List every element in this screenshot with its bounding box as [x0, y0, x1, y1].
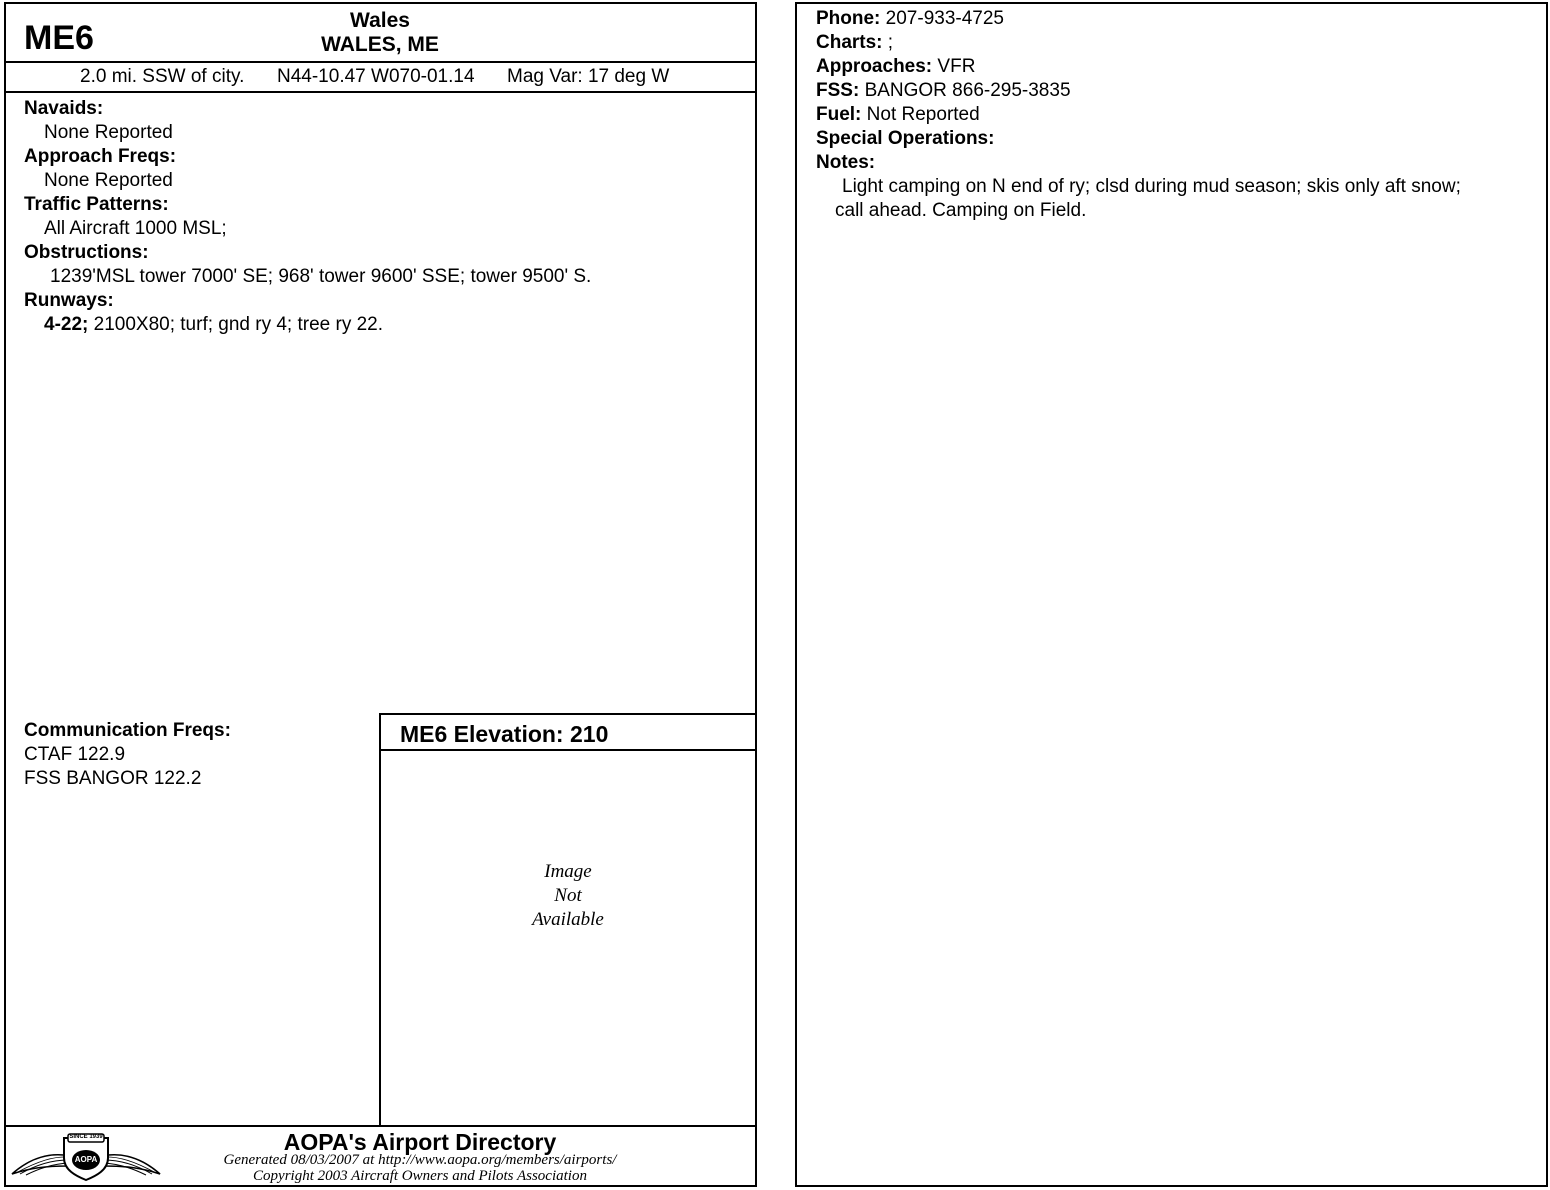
image-placeholder-line: Not [554, 885, 582, 906]
footer-copyright: Copyright 2003 Aircraft Owners and Pilots Association [253, 1168, 587, 1184]
phone-value: 207-933-4725 [885, 8, 1004, 29]
fss-row [816, 79, 1071, 103]
obstructions-value: 1239'MSL tower 7000' SE; 968' tower 9600' SSE; tower 9500' S. [50, 266, 592, 287]
navaids-value: None Reported [44, 122, 173, 143]
divider [379, 713, 381, 1125]
divider [379, 749, 757, 751]
charts-row [816, 31, 893, 55]
airport-id: ME6 [24, 19, 94, 57]
location-text: 2.0 mi. SSW of city. [80, 66, 245, 87]
coordinates: N44-10.47 W070-01.14 [277, 66, 475, 87]
fuel-row [816, 103, 980, 127]
approaches-value: VFR [937, 56, 976, 77]
divider [4, 91, 757, 93]
approach-freqs-value: None Reported [44, 170, 173, 191]
obstructions-label: Obstructions: [24, 242, 149, 263]
divider [4, 1125, 757, 1127]
traffic-patterns-label: Traffic Patterns: [24, 194, 169, 215]
notes-line: call ahead. Camping on Field. [835, 200, 1087, 221]
comm-freq-item: FSS BANGOR 122.2 [24, 768, 202, 789]
runway-entry [44, 313, 383, 337]
notes-line: Light camping on N end of ry; clsd during mud season; skis only aft snow; [842, 176, 1461, 197]
fuel-value: Not Reported [866, 104, 980, 125]
runway-id: 4-22; [44, 314, 89, 335]
footer-title: AOPA's Airport Directory [283, 1129, 557, 1155]
mag-var: Mag Var: 17 deg W [507, 66, 670, 87]
runway-description: 2100X80; turf; gnd ry 4; tree ry 22. [93, 314, 384, 335]
phone-label: Phone: [816, 8, 881, 29]
image-placeholder-line: Available [532, 909, 604, 930]
charts-label: Charts: [816, 32, 883, 53]
runways-label: Runways: [24, 290, 114, 311]
special-operations-label: Special Operations: [816, 128, 995, 149]
approaches-label: Approaches: [816, 56, 933, 77]
aopa-logo [10, 1130, 162, 1182]
city-name: Wales [350, 9, 410, 32]
image-placeholder-line: Image [544, 861, 592, 882]
fss-value: BANGOR 866-295-3835 [864, 80, 1071, 101]
diagram-title: ME6 Elevation: 210 [400, 721, 609, 747]
fuel-label: Fuel: [816, 104, 862, 125]
logo-text-top: SINCE 1939 [69, 1134, 103, 1140]
fss-label: FSS: [816, 80, 860, 101]
city-state: WALES, ME [321, 33, 439, 56]
phone-row [816, 7, 1004, 31]
comm-freqs-label: Communication Freqs: [24, 720, 231, 741]
divider [4, 61, 757, 63]
charts-value: ; [887, 32, 894, 53]
footer-generated: Generated 08/03/2007 at http://www.aopa.org/members/airports/ [223, 1152, 617, 1168]
approach-freqs-label: Approach Freqs: [24, 146, 177, 167]
divider [379, 713, 757, 715]
navaids-label: Navaids: [24, 98, 104, 119]
comm-freq-item: CTAF 122.9 [24, 744, 126, 765]
logo-text-mid: AOPA [74, 1155, 98, 1164]
notes-label: Notes: [816, 152, 876, 173]
traffic-patterns-value: All Aircraft 1000 MSL; [44, 218, 227, 239]
approaches-row [816, 55, 975, 79]
